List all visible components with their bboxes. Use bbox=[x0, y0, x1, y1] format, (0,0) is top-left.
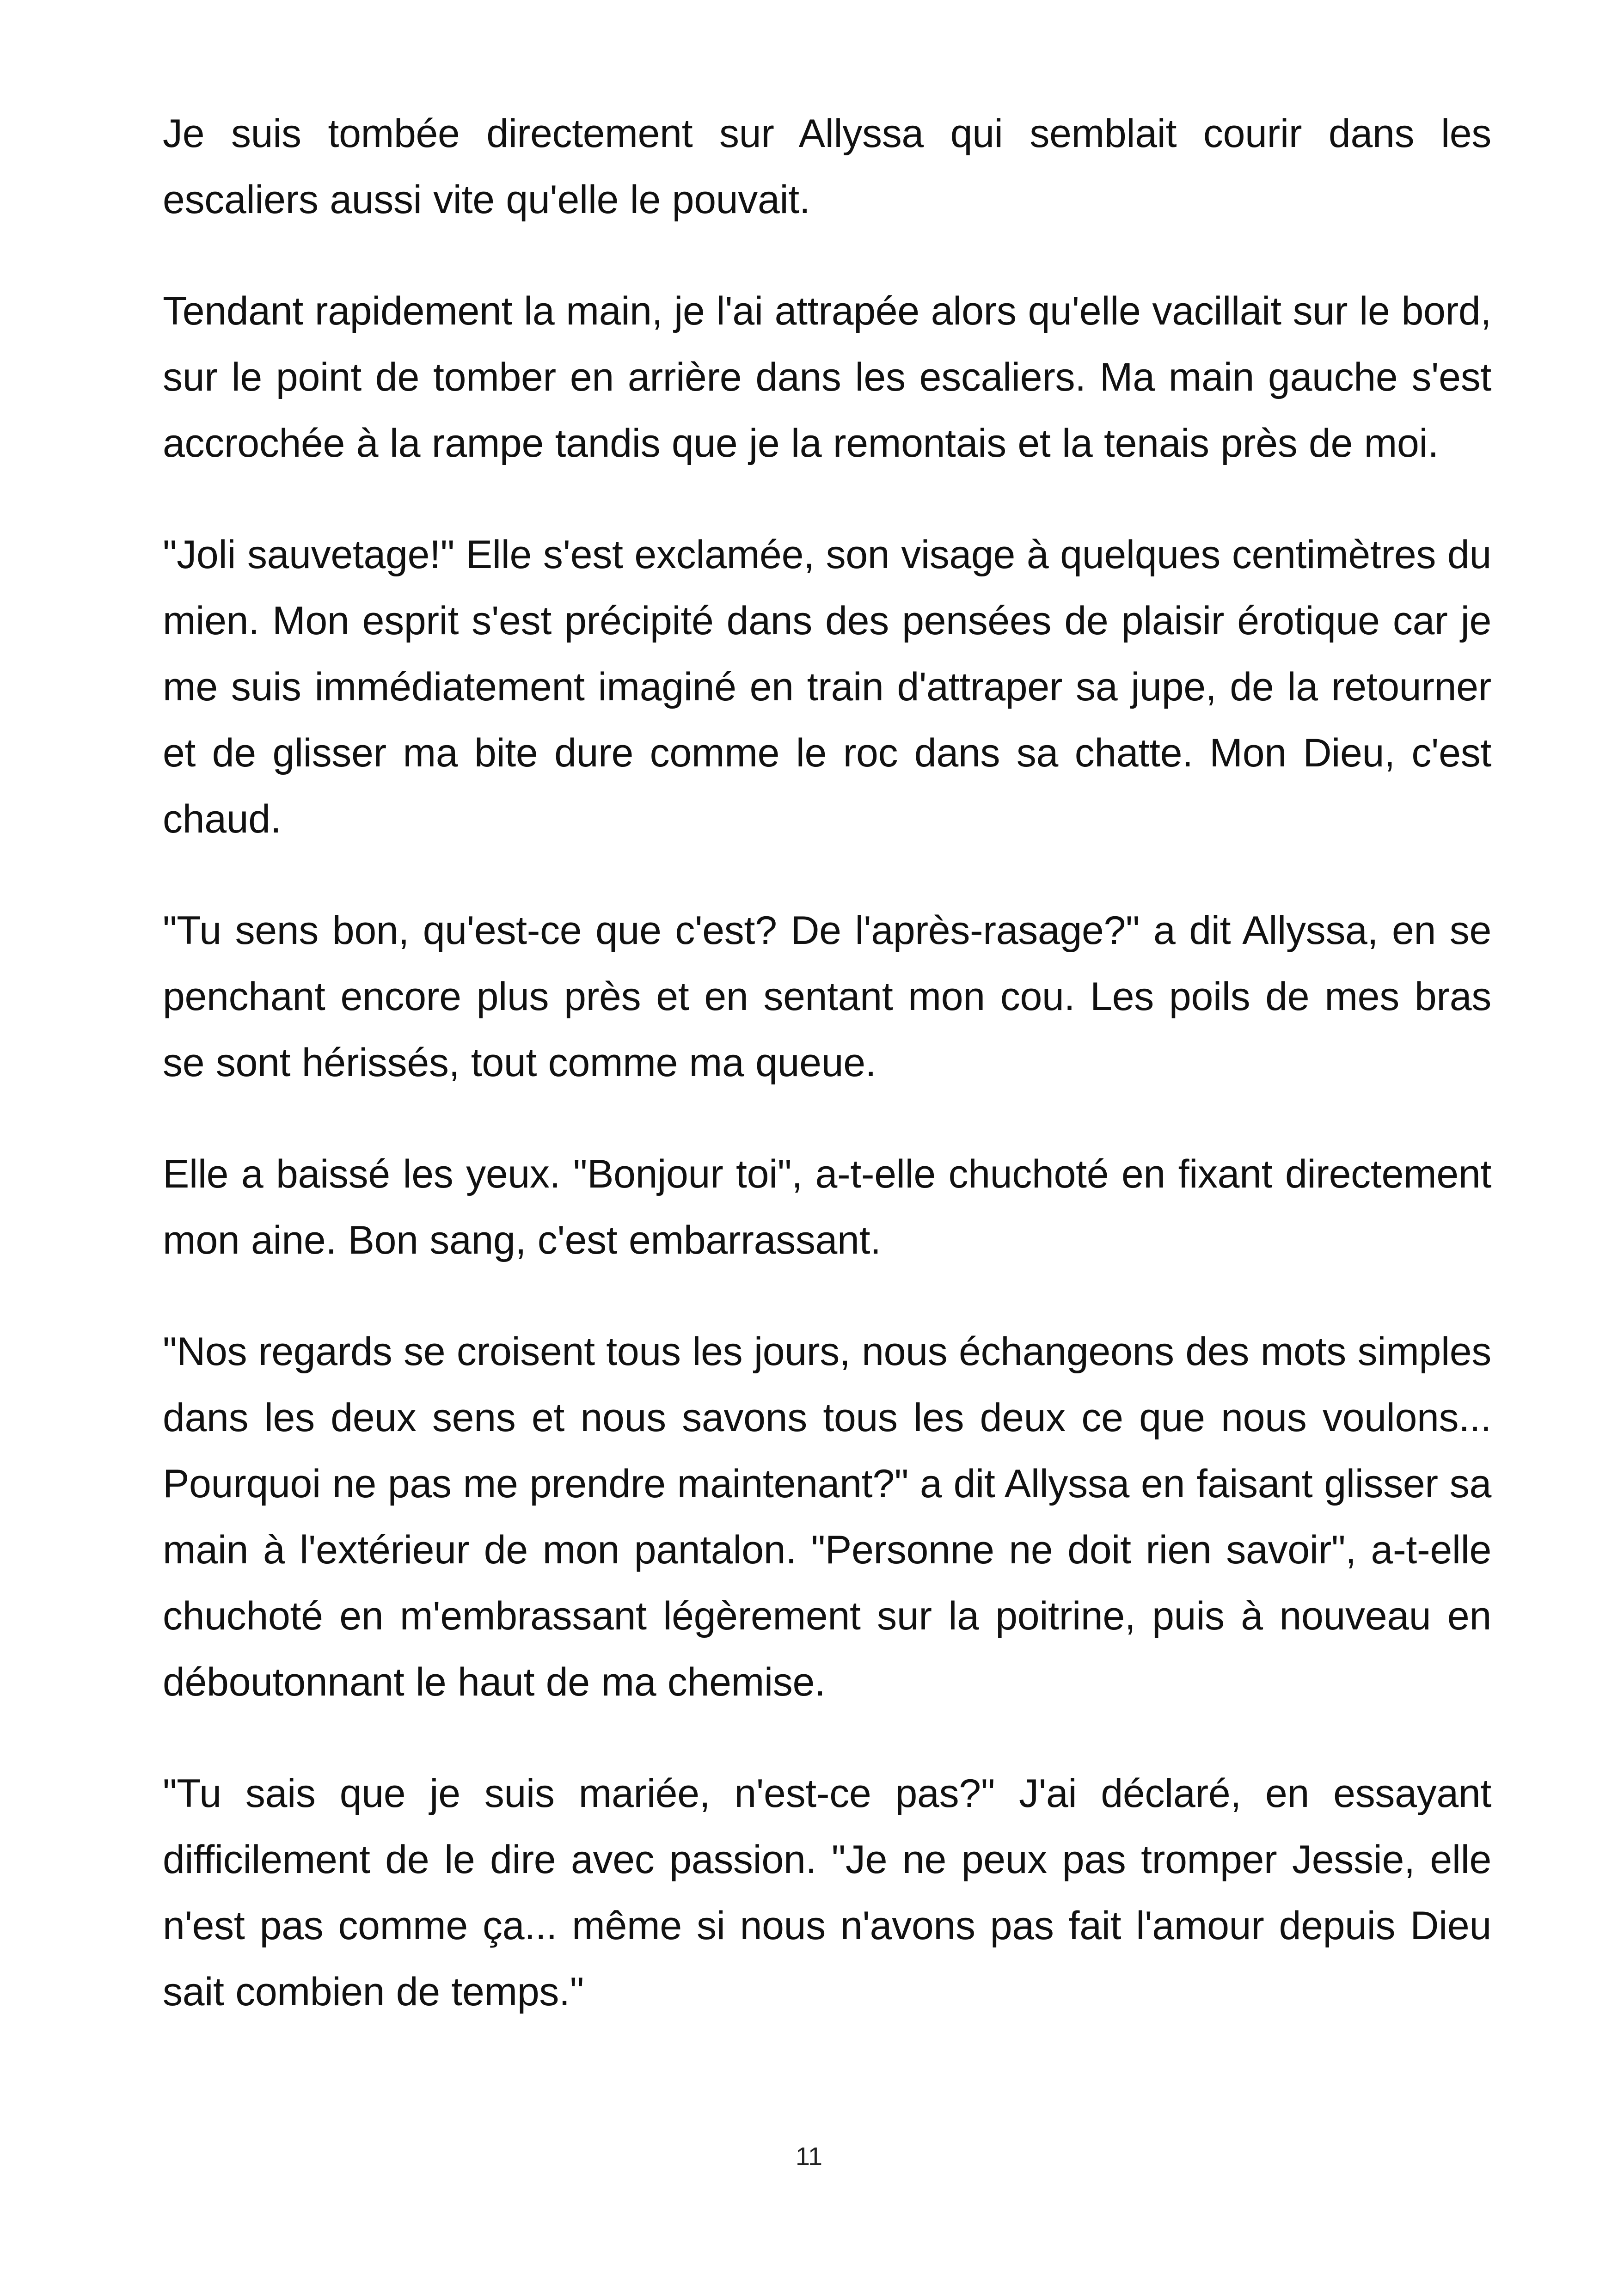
paragraph-5: Elle a baissé les yeux. "Bonjour toi", a-t-elle chuchoté en fixant directement mon aine. Bon sang, c'est embarrassant. bbox=[163, 1152, 1491, 1262]
paragraph-7: "Tu sais que je suis mariée, n'est-ce pas?" J'ai déclaré, en essayant difficilement de le dire avec passion. "Je ne peux pas tromper Jessie, elle n'est pas comme ça... même si nous n'avons pas fait l'amour depuis Dieu sait combien de temps." bbox=[163, 1771, 1491, 2014]
text-body bbox=[163, 101, 1491, 2070]
paragraph-3: "Joli sauvetage!" Elle s'est exclamée, son visage à quelques centimètres du mien. Mon esprit s'est précipité dans des pensées de plaisir érotique car je me suis immédiatement imaginé en train d'attraper sa jupe, de la retourner et de glisser ma bite dure comme le roc dans sa chatte. Mon Dieu, c'est chaud. bbox=[163, 533, 1491, 841]
paragraph-1: Je suis tombée directement sur Allyssa qui semblait courir dans les escaliers aussi vite qu'elle le pouvait. bbox=[163, 111, 1491, 222]
paragraph-6: "Nos regards se croisent tous les jours, nous échangeons des mots simples dans les deux sens et nous savons tous les deux ce que nous voulons... Pourquoi ne pas me prendre maintenant?" a dit Allyssa en faisant glisser sa main à l'extérieur de mon pantalon. "Personne ne doit rien savoir", a-t-elle chuchoté en m'embrassant légèrement sur la poitrine, puis à nouveau en déboutonnant le haut de ma chemise. bbox=[163, 1329, 1491, 1704]
paragraph-2: Tendant rapidement la main, je l'ai attrapée alors qu'elle vacillait sur le bord, sur le point de tomber en arrière dans les escaliers. Ma main gauche s'est accrochée à la rampe tandis que je la remontais et la tenais près de moi. bbox=[163, 289, 1491, 465]
page-number: 11 bbox=[795, 2142, 823, 2171]
paragraph-4: "Tu sens bon, qu'est-ce que c'est? De l'après-rasage?" a dit Allyssa, en se penchant encore plus près et en sentant mon cou. Les poils de mes bras se sont hérissés, tout comme ma queue. bbox=[163, 908, 1491, 1085]
